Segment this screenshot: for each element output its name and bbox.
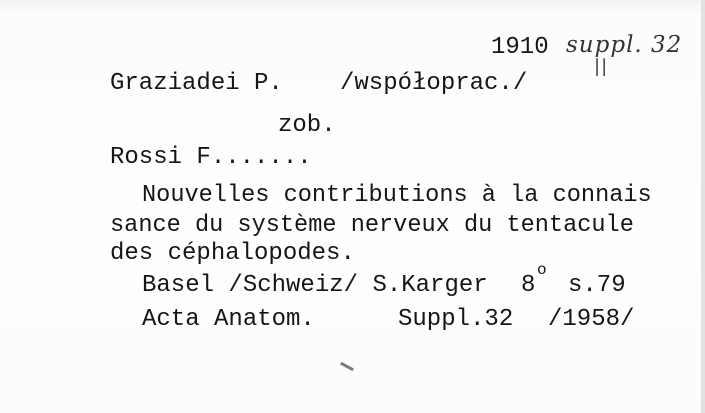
author-role: /współoprac./ <box>340 70 528 97</box>
handwritten-mark: || <box>594 56 609 77</box>
author-name: Graziadei P. <box>110 70 283 97</box>
supplement-number: Suppl.32 <box>398 306 514 333</box>
page-count: s.79 <box>568 272 626 299</box>
series-title: Acta Anatom. <box>142 306 315 333</box>
main-author: Rossi F....... <box>110 144 312 171</box>
ink-smudge <box>340 362 354 371</box>
title-line-3: des céphalopodes. <box>110 240 355 267</box>
card-edge <box>701 0 705 413</box>
publication-year: /1958/ <box>548 306 635 333</box>
title-line-1: Nouvelles contributions à la connais <box>142 182 652 209</box>
format-number: 8 <box>521 272 536 299</box>
format-superscript: o <box>537 261 547 279</box>
handwritten-annotation: suppl. 32 <box>566 32 683 58</box>
publication-place: Basel /Schweiz/ S.Karger <box>142 272 488 299</box>
card-year: 1910 <box>491 34 549 61</box>
title-line-2: sance du système nerveux du tentacule <box>110 212 634 239</box>
see-reference: zob. <box>278 112 336 139</box>
